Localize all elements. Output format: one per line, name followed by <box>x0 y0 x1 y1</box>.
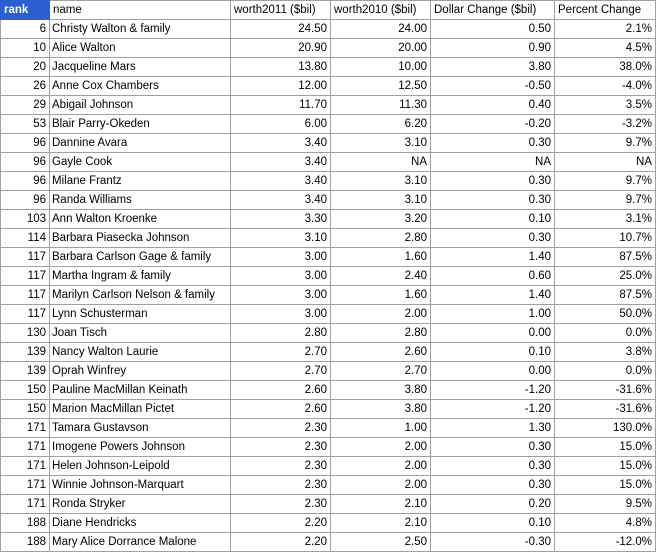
worth2010-cell: 2.00 <box>331 438 431 457</box>
dollar-change-cell: 1.00 <box>431 305 555 324</box>
worth2011-cell: 2.60 <box>231 381 331 400</box>
worth2011-cell: 3.40 <box>231 134 331 153</box>
dollar-change-cell: 3.80 <box>431 58 555 77</box>
table-row <box>1 362 656 381</box>
rank-cell: 29 <box>1 96 50 115</box>
worth2010-cell: 2.80 <box>331 324 431 343</box>
rank-cell: 53 <box>1 115 50 134</box>
name-cell: Barbara Carlson Gage & family <box>50 248 231 267</box>
percent-change-cell: 15.0% <box>555 476 656 495</box>
column-header-worth2011[interactable]: worth2011 ($bil) <box>231 1 331 20</box>
dollar-change-cell: 0.30 <box>431 476 555 495</box>
percent-change-cell: 15.0% <box>555 438 656 457</box>
worth2010-cell: 2.10 <box>331 495 431 514</box>
name-cell: Oprah Winfrey <box>50 362 231 381</box>
worth2010-cell: 2.70 <box>331 362 431 381</box>
table-row <box>1 115 656 134</box>
dollar-change-cell: 0.00 <box>431 362 555 381</box>
worth2010-cell: 3.80 <box>331 400 431 419</box>
worth2011-cell: 2.30 <box>231 419 331 438</box>
rank-cell: 139 <box>1 362 50 381</box>
rank-cell: 96 <box>1 191 50 210</box>
column-header-name[interactable]: name <box>50 1 231 20</box>
dollar-change-cell: 0.30 <box>431 457 555 476</box>
column-header-worth2010[interactable]: worth2010 ($bil) <box>331 1 431 20</box>
worth2011-cell: 3.00 <box>231 305 331 324</box>
worth2010-cell: 3.10 <box>331 134 431 153</box>
percent-change-cell: NA <box>555 153 656 172</box>
percent-change-cell: 3.5% <box>555 96 656 115</box>
percent-change-cell: 4.5% <box>555 39 656 58</box>
dollar-change-cell: 0.10 <box>431 343 555 362</box>
name-cell: Alice Walton <box>50 39 231 58</box>
rank-cell: 103 <box>1 210 50 229</box>
column-header-dollar-change[interactable]: Dollar Change ($bil) <box>431 1 555 20</box>
name-cell: Imogene Powers Johnson <box>50 438 231 457</box>
dollar-change-cell: 1.30 <box>431 419 555 438</box>
table-row <box>1 476 656 495</box>
rank-cell: 130 <box>1 324 50 343</box>
percent-change-cell: 9.7% <box>555 172 656 191</box>
worth2010-cell: 2.00 <box>331 457 431 476</box>
table-row <box>1 400 656 419</box>
worth2011-cell: 3.00 <box>231 248 331 267</box>
worth2011-cell: 2.30 <box>231 476 331 495</box>
percent-change-cell: 9.7% <box>555 134 656 153</box>
worth2011-cell: 3.40 <box>231 191 331 210</box>
worth2010-cell: 1.60 <box>331 248 431 267</box>
dollar-change-cell: 1.40 <box>431 286 555 305</box>
dollar-change-cell: 1.40 <box>431 248 555 267</box>
worth2011-cell: 2.20 <box>231 533 331 552</box>
name-cell: Ronda Stryker <box>50 495 231 514</box>
rank-cell: 117 <box>1 248 50 267</box>
column-header-percent-change[interactable]: Percent Change <box>555 1 656 20</box>
dollar-change-cell: NA <box>431 153 555 172</box>
worth2011-cell: 3.00 <box>231 267 331 286</box>
table-row <box>1 39 656 58</box>
name-cell: Pauline MacMillan Keinath <box>50 381 231 400</box>
worth2010-cell: 3.10 <box>331 172 431 191</box>
rank-cell: 96 <box>1 153 50 172</box>
table-row <box>1 267 656 286</box>
table-row <box>1 134 656 153</box>
name-cell: Winnie Johnson-Marquart <box>50 476 231 495</box>
worth2011-cell: 3.40 <box>231 153 331 172</box>
worth2011-cell: 24.50 <box>231 20 331 39</box>
table-row <box>1 229 656 248</box>
name-cell: Randa Williams <box>50 191 231 210</box>
worth2011-cell: 2.80 <box>231 324 331 343</box>
percent-change-cell: 50.0% <box>555 305 656 324</box>
percent-change-cell: -31.6% <box>555 381 656 400</box>
name-cell: Joan Tisch <box>50 324 231 343</box>
rank-cell: 139 <box>1 343 50 362</box>
worth2011-cell: 3.30 <box>231 210 331 229</box>
worth2011-cell: 2.20 <box>231 514 331 533</box>
rank-cell: 171 <box>1 476 50 495</box>
percent-change-cell: 87.5% <box>555 286 656 305</box>
dollar-change-cell: 0.30 <box>431 191 555 210</box>
name-cell: Anne Cox Chambers <box>50 77 231 96</box>
percent-change-cell: 2.1% <box>555 20 656 39</box>
name-cell: Gayle Cook <box>50 153 231 172</box>
name-cell: Martha Ingram & family <box>50 267 231 286</box>
worth2011-cell: 3.10 <box>231 229 331 248</box>
worth2010-cell: 24.00 <box>331 20 431 39</box>
worth2010-cell: 2.60 <box>331 343 431 362</box>
table-row <box>1 438 656 457</box>
worth2011-cell: 6.00 <box>231 115 331 134</box>
worth2010-cell: 2.40 <box>331 267 431 286</box>
table-body <box>1 20 656 552</box>
table-row <box>1 210 656 229</box>
rank-cell: 26 <box>1 77 50 96</box>
header-row <box>1 1 656 20</box>
rank-cell: 171 <box>1 457 50 476</box>
dollar-change-cell: 0.30 <box>431 172 555 191</box>
name-cell: Marilyn Carlson Nelson & family <box>50 286 231 305</box>
worth2011-cell: 13.80 <box>231 58 331 77</box>
percent-change-cell: -3.2% <box>555 115 656 134</box>
percent-change-cell: 130.0% <box>555 419 656 438</box>
table-row <box>1 514 656 533</box>
table-row <box>1 96 656 115</box>
percent-change-cell: 0.0% <box>555 324 656 343</box>
name-cell: Marion MacMillan Pictet <box>50 400 231 419</box>
name-cell: Mary Alice Dorrance Malone <box>50 533 231 552</box>
table-row <box>1 248 656 267</box>
worth2010-cell: 2.10 <box>331 514 431 533</box>
name-cell: Milane Frantz <box>50 172 231 191</box>
dollar-change-cell: -1.20 <box>431 400 555 419</box>
table-header <box>1 1 656 20</box>
percent-change-cell: 9.7% <box>555 191 656 210</box>
table-row <box>1 191 656 210</box>
dollar-change-cell: -0.50 <box>431 77 555 96</box>
table-row <box>1 172 656 191</box>
percent-change-cell: 25.0% <box>555 267 656 286</box>
rank-cell: 10 <box>1 39 50 58</box>
worth2010-cell: 20.00 <box>331 39 431 58</box>
worth2010-cell: 11.30 <box>331 96 431 115</box>
rank-cell: 171 <box>1 419 50 438</box>
rank-cell: 150 <box>1 400 50 419</box>
rank-cell: 117 <box>1 286 50 305</box>
dollar-change-cell: 0.50 <box>431 20 555 39</box>
rank-cell: 171 <box>1 495 50 514</box>
percent-change-cell: -4.0% <box>555 77 656 96</box>
dollar-change-cell: 0.20 <box>431 495 555 514</box>
worth2010-cell: NA <box>331 153 431 172</box>
percent-change-cell: 15.0% <box>555 457 656 476</box>
percent-change-cell: 9.5% <box>555 495 656 514</box>
worth2010-cell: 1.00 <box>331 419 431 438</box>
rank-cell: 150 <box>1 381 50 400</box>
worth2010-cell: 3.20 <box>331 210 431 229</box>
name-cell: Helen Johnson-Leipold <box>50 457 231 476</box>
worth2011-cell: 3.40 <box>231 172 331 191</box>
worth2010-cell: 2.00 <box>331 476 431 495</box>
name-cell: Jacqueline Mars <box>50 58 231 77</box>
table-row <box>1 77 656 96</box>
dollar-change-cell: -0.30 <box>431 533 555 552</box>
worth2011-cell: 2.60 <box>231 400 331 419</box>
worth2011-cell: 2.30 <box>231 495 331 514</box>
table-row <box>1 419 656 438</box>
name-cell: Lynn Schusterman <box>50 305 231 324</box>
table-row <box>1 153 656 172</box>
name-cell: Blair Parry-Okeden <box>50 115 231 134</box>
table-row <box>1 457 656 476</box>
worth2010-cell: 1.60 <box>331 286 431 305</box>
dollar-change-cell: 0.90 <box>431 39 555 58</box>
name-cell: Abigail Johnson <box>50 96 231 115</box>
worth2010-cell: 3.10 <box>331 191 431 210</box>
percent-change-cell: 3.1% <box>555 210 656 229</box>
worth2011-cell: 2.30 <box>231 438 331 457</box>
rank-cell: 96 <box>1 172 50 191</box>
worth2010-cell: 2.80 <box>331 229 431 248</box>
table-row <box>1 305 656 324</box>
rank-cell: 117 <box>1 305 50 324</box>
table-row <box>1 58 656 77</box>
percent-change-cell: 3.8% <box>555 343 656 362</box>
rank-cell: 117 <box>1 267 50 286</box>
worth2011-cell: 2.30 <box>231 457 331 476</box>
name-cell: Christy Walton & family <box>50 20 231 39</box>
dollar-change-cell: 0.40 <box>431 96 555 115</box>
dollar-change-cell: -0.20 <box>431 115 555 134</box>
dollar-change-cell: 0.00 <box>431 324 555 343</box>
table-row <box>1 495 656 514</box>
worth2011-cell: 2.70 <box>231 343 331 362</box>
name-cell: Ann Walton Kroenke <box>50 210 231 229</box>
dollar-change-cell: -1.20 <box>431 381 555 400</box>
percent-change-cell: -12.0% <box>555 533 656 552</box>
rank-cell: 171 <box>1 438 50 457</box>
rank-cell: 188 <box>1 533 50 552</box>
table-row <box>1 533 656 552</box>
percent-change-cell: 4.8% <box>555 514 656 533</box>
rank-cell: 188 <box>1 514 50 533</box>
name-cell: Nancy Walton Laurie <box>50 343 231 362</box>
percent-change-cell: -31.6% <box>555 400 656 419</box>
column-header-rank[interactable]: rank <box>1 1 50 20</box>
percent-change-cell: 0.0% <box>555 362 656 381</box>
worth2011-cell: 12.00 <box>231 77 331 96</box>
rank-cell: 96 <box>1 134 50 153</box>
worth2010-cell: 10.00 <box>331 58 431 77</box>
dollar-change-cell: 0.30 <box>431 134 555 153</box>
worth2010-cell: 2.00 <box>331 305 431 324</box>
dollar-change-cell: 0.60 <box>431 267 555 286</box>
dollar-change-cell: 0.10 <box>431 514 555 533</box>
worth2010-cell: 2.50 <box>331 533 431 552</box>
table-row <box>1 20 656 39</box>
percent-change-cell: 38.0% <box>555 58 656 77</box>
worth2011-cell: 2.70 <box>231 362 331 381</box>
name-cell: Barbara Piasecka Johnson <box>50 229 231 248</box>
worth2010-cell: 12.50 <box>331 77 431 96</box>
worth2011-cell: 3.00 <box>231 286 331 305</box>
worth2011-cell: 11.70 <box>231 96 331 115</box>
dollar-change-cell: 0.30 <box>431 438 555 457</box>
rank-cell: 20 <box>1 58 50 77</box>
rank-cell: 6 <box>1 20 50 39</box>
worth2010-cell: 3.80 <box>331 381 431 400</box>
worth2011-cell: 20.90 <box>231 39 331 58</box>
percent-change-cell: 10.7% <box>555 229 656 248</box>
name-cell: Dannine Avara <box>50 134 231 153</box>
table-row <box>1 324 656 343</box>
table-row <box>1 381 656 400</box>
worth2010-cell: 6.20 <box>331 115 431 134</box>
table-row <box>1 286 656 305</box>
rank-cell: 114 <box>1 229 50 248</box>
dollar-change-cell: 0.10 <box>431 210 555 229</box>
table-row <box>1 343 656 362</box>
percent-change-cell: 87.5% <box>555 248 656 267</box>
name-cell: Diane Hendricks <box>50 514 231 533</box>
dollar-change-cell: 0.30 <box>431 229 555 248</box>
name-cell: Tamara Gustavson <box>50 419 231 438</box>
